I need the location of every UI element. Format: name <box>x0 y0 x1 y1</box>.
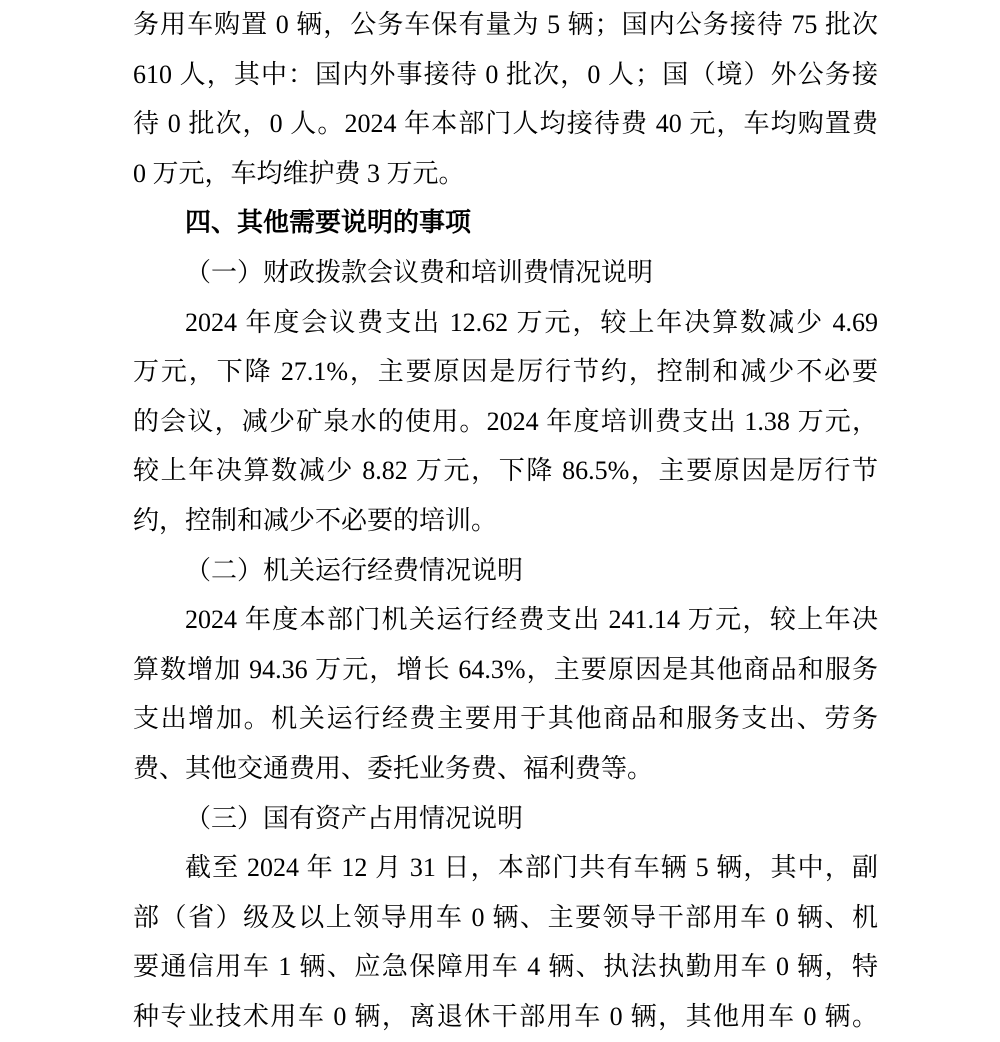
section-heading: 四、其他需要说明的事项 <box>185 207 472 238</box>
text-line: 万元，下降 27.1%，主要原因是厉行节约，控制和减少不必要 <box>133 357 878 387</box>
text-line: 的会议，减少矿泉水的使用。2024 年度培训费支出 1.38 万元， <box>133 406 878 436</box>
text-line: 部（省）级及以上领导用车 0 辆、主要领导干部用车 0 辆、机 <box>133 902 878 932</box>
text-line: 种专业技术用车 0 辆，离退休干部用车 0 辆，其他用车 0 辆。 <box>133 1001 878 1031</box>
text-line: 610 人，其中：国内外事接待 0 批次，0 人；国（境）外公务接 <box>133 59 878 89</box>
subsection-heading: （三）国有资产占用情况说明 <box>185 803 524 833</box>
subsection-heading: （二）机关运行经费情况说明 <box>185 555 524 585</box>
text-line: 0 万元，车均维护费 3 万元。 <box>133 158 465 188</box>
text-line: 较上年决算数减少 8.82 万元，下降 86.5%，主要原因是厉行节 <box>133 456 878 486</box>
text-line: 2024 年度会议费支出 12.62 万元，较上年决算数减少 4.69 <box>185 307 878 337</box>
text-line: 费、其他交通费用、委托业务费、福利费等。 <box>133 753 654 783</box>
text-line: 约，控制和减少不必要的培训。 <box>133 505 498 535</box>
text-line: 待 0 批次，0 人。2024 年本部门人均接待费 40 元，车均购置费 <box>133 109 878 139</box>
text-line: 截至 2024 年 12 月 31 日，本部门共有车辆 5 辆，其中，副 <box>185 853 878 883</box>
text-line: 2024 年度本部门机关运行经费支出 241.14 万元，较上年决 <box>185 605 878 635</box>
text-line: 支出增加。机关运行经费主要用于其他商品和服务支出、劳务 <box>133 704 878 734</box>
text-line: 算数增加 94.36 万元，增长 64.3%，主要原因是其他商品和服务 <box>133 654 878 684</box>
text-line: 要通信用车 1 辆、应急保障用车 4 辆、执法执勤用车 0 辆，特 <box>133 952 878 982</box>
document-page <box>133 0 878 1041</box>
text-line: 务用车购置 0 辆，公务车保有量为 5 辆；国内公务接待 75 批次 <box>133 10 878 39</box>
subsection-heading: （一）财政拨款会议费和培训费情况说明 <box>185 257 654 287</box>
